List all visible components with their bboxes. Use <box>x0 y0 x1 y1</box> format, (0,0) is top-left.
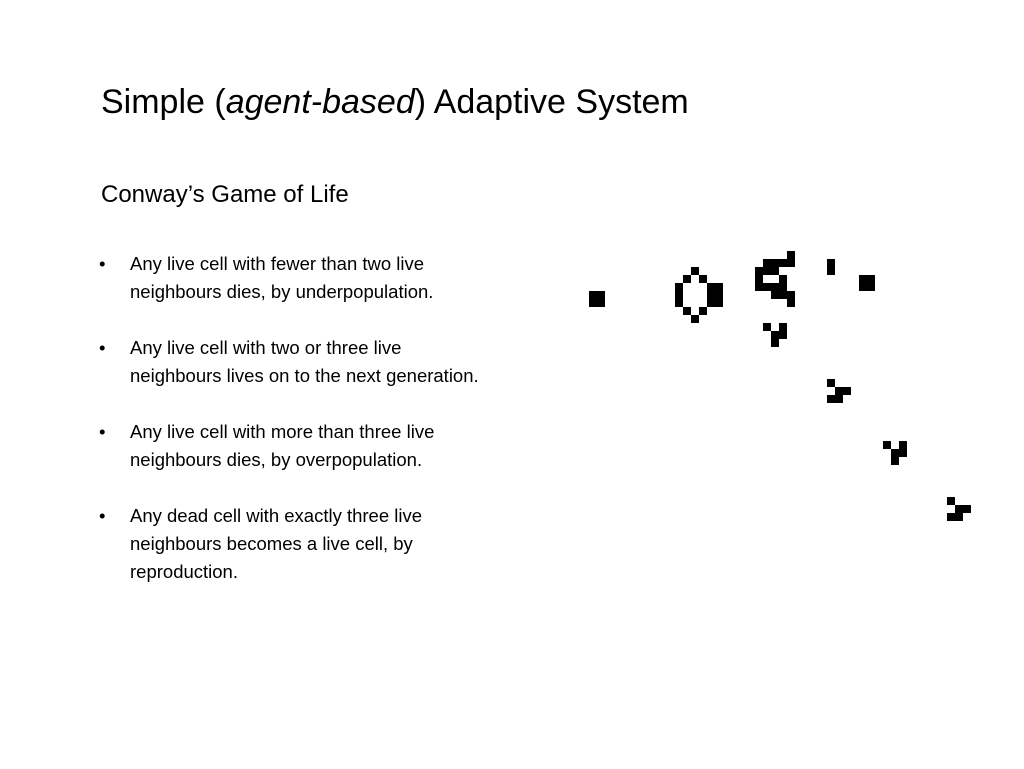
rule-item-underpopulation <box>99 250 559 306</box>
slide-title <box>101 80 689 124</box>
live-cell <box>763 267 779 275</box>
rule-item-survival <box>99 334 559 390</box>
bullet-icon: • <box>99 421 106 442</box>
live-cell <box>955 505 971 513</box>
live-cell <box>787 251 795 259</box>
live-cell <box>699 307 707 315</box>
live-cell <box>589 291 605 307</box>
live-cell <box>763 323 771 331</box>
live-cell <box>827 379 835 387</box>
live-cell <box>763 283 787 291</box>
live-cell <box>779 275 787 283</box>
glider-pattern <box>883 441 907 465</box>
live-cell <box>771 331 787 339</box>
live-cell <box>827 259 835 275</box>
live-cell <box>891 457 899 465</box>
live-cell <box>683 307 691 315</box>
bullet-icon: • <box>99 337 106 358</box>
live-cell <box>683 275 691 283</box>
live-cell <box>947 497 955 505</box>
live-cell <box>771 291 787 299</box>
glider-pattern <box>763 323 787 347</box>
live-cell <box>763 259 795 267</box>
glider-pattern <box>827 379 851 403</box>
live-cell <box>675 283 683 307</box>
blinker-pattern <box>827 259 835 275</box>
live-cell <box>883 441 891 449</box>
bullet-icon: • <box>99 505 106 526</box>
rule-text: Any live cell with more than three live neighbours dies, by overpopulation. <box>130 421 435 470</box>
bullet-icon: • <box>99 253 106 274</box>
glider-pattern <box>947 497 971 521</box>
live-cell <box>691 315 699 323</box>
live-cell <box>691 267 699 275</box>
live-cell <box>787 291 795 307</box>
live-cell <box>899 441 907 449</box>
rule-item-overpopulation <box>99 418 559 474</box>
title-suffix: ) Adaptive System <box>414 83 689 121</box>
block-pattern <box>859 275 875 291</box>
live-cell <box>947 513 963 521</box>
title-prefix: Simple ( <box>101 83 226 121</box>
live-cell <box>891 449 907 457</box>
slide-subtitle: Conway’s Game of Life <box>101 181 349 208</box>
rule-text: Any live cell with fewer than two live neighbours dies, by underpopulation. <box>130 253 434 302</box>
live-cell <box>779 323 787 331</box>
live-cell <box>835 387 851 395</box>
block-pattern <box>589 291 605 307</box>
title-emphasis: agent-based <box>225 83 415 121</box>
live-cell <box>755 267 763 291</box>
rule-text: Any dead cell with exactly three live neighbours becomes a live cell, by reproduction. <box>130 505 423 582</box>
live-cell <box>699 275 707 283</box>
live-cell <box>771 339 779 347</box>
rule-item-reproduction <box>99 502 559 586</box>
live-cell <box>827 395 843 403</box>
live-cell <box>707 283 723 307</box>
rules-list <box>99 250 559 614</box>
oscillator-pattern <box>675 267 723 323</box>
live-cell <box>859 275 875 291</box>
gun-pattern <box>755 251 795 307</box>
rule-text: Any live cell with two or three live neighbours lives on to the next generation. <box>130 337 479 386</box>
